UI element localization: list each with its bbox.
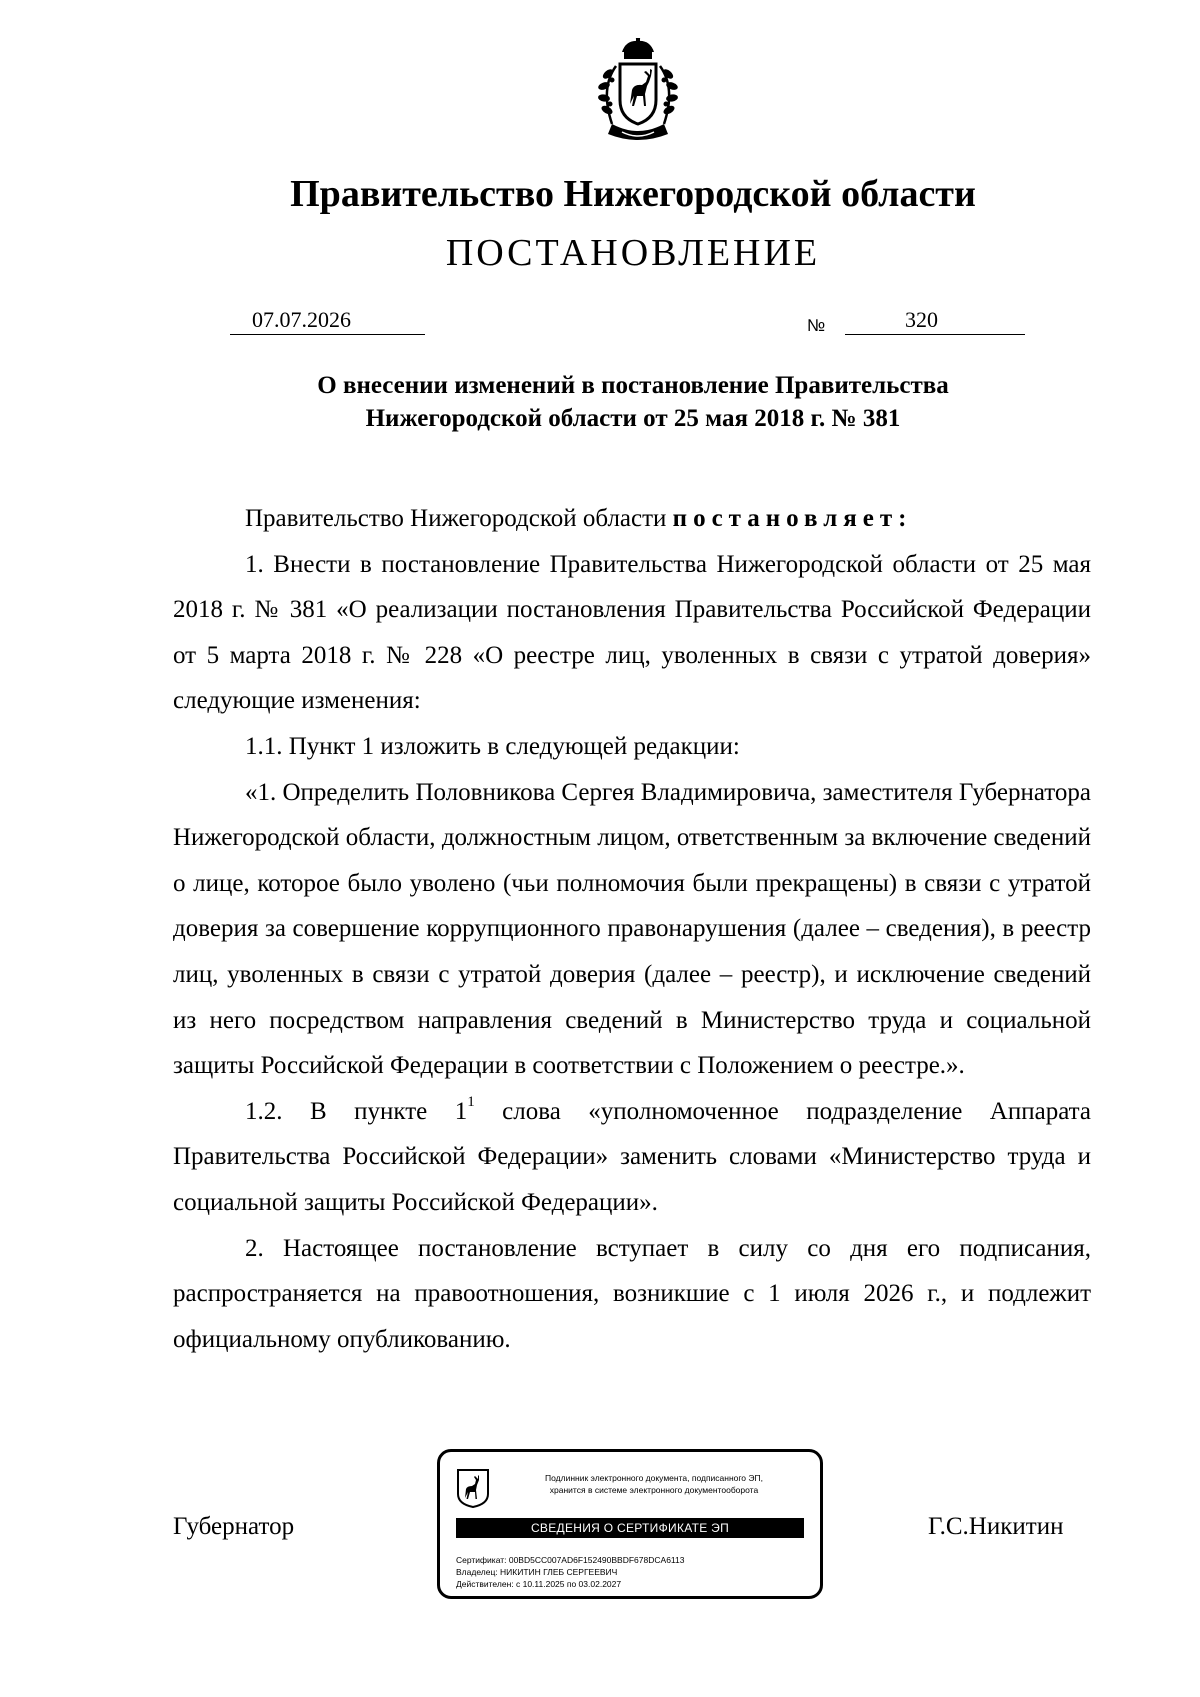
paragraph-1-1: 1.1. Пункт 1 изложить в следующей редакции:	[245, 732, 740, 760]
signer-name: Г.С.Никитин	[928, 1513, 1064, 1540]
intro-verb: постановляет:	[672, 505, 913, 532]
certificate-banner: СВЕДЕНИЯ О СЕРТИФИКАТЕ ЭП	[456, 1518, 804, 1538]
stamp-notice-line-1: Подлинник электронного документа, подписанного ЭП,	[545, 1473, 763, 1483]
document-subject	[0, 369, 1200, 435]
certificate-serial: Сертификат: 00BD5CC007AD6F152490BBDF678DCA6113	[456, 1555, 685, 1565]
certificate-validity: Действителен: с 10.11.2025 по 03.02.2027	[456, 1579, 622, 1589]
certificate-details	[456, 1554, 806, 1590]
paragraph-2: 2. Настоящее постановление вступает в силу со дня его подписания, распространяется на правоотношения, возникшие с 1 июля 2026 г., и подлежит официальному опубликованию.	[173, 1234, 1091, 1353]
document-date: 07.07.2026	[230, 307, 425, 335]
number-sign: №	[807, 316, 826, 335]
subject-line-1: О внесении изменений в постановление Правительства	[317, 372, 949, 399]
subject-line-2: Нижегородской области от 25 мая 2018 г. № 381	[365, 405, 901, 432]
paragraph-1-2-superscript: 1	[467, 1093, 475, 1110]
stamp-notice	[504, 1472, 804, 1496]
paragraph-1-2-prefix: 1.2. В пункте 1	[245, 1097, 468, 1125]
coat-of-arms-emblem	[582, 38, 694, 150]
intro-paragraph	[173, 496, 1091, 542]
deer-emblem-icon	[456, 1468, 490, 1508]
paragraph-1-2	[173, 1089, 1091, 1226]
document-number: 320	[845, 307, 1025, 335]
organization-title: Правительство Нижегородской области	[290, 173, 976, 215]
paragraph-1: 1. Внести в постановление Правительства Нижегородской области от 25 мая 2018 г. № 381 «О реализации постановления Правительства Российской Федерации от 5 марта 2018 г. № 228 «О реестре лиц, уволенных в связи с утратой доверия» следующие изменения:	[173, 550, 1091, 715]
document-body	[173, 496, 1091, 1362]
document-type-heading: ПОСТАНОВЛЕНИЕ	[445, 232, 821, 274]
stamp-notice-line-2: хранится в системе электронного документооборота	[549, 1485, 759, 1495]
paragraph-1-1-quote: «1. Определить Половникова Сергея Владимировича, заместителя Губернатора Нижегородской области, должностным лицом, ответственным за включение сведений о лице, которое было уволено (чьи полномочия были прекращены) в связи с утратой доверия за совершение коррупционного правонарушения (далее – сведения), в реестр лиц, уволенных в связи с утратой доверия (далее – реестр), и исключение сведений из него посредством направления сведений в Министерство труда и социальной защиты Российской Федерации в соответствии с Положением о реестре.».	[173, 778, 1091, 1080]
signer-title: Губернатор	[173, 1513, 295, 1540]
certificate-owner: Владелец: НИКИТИН ГЛЕБ СЕРГЕЕВИЧ	[456, 1567, 618, 1577]
intro-prefix: Правительство Нижегородской области	[245, 505, 673, 532]
paragraph-1-2-rest: слова «уполномоченное подразделение Аппарата Правительства Российской Федерации» заменить словами «Министерство труда и социальной защиты Российской Федерации».	[173, 1097, 1091, 1216]
electronic-signature-stamp	[437, 1449, 823, 1599]
